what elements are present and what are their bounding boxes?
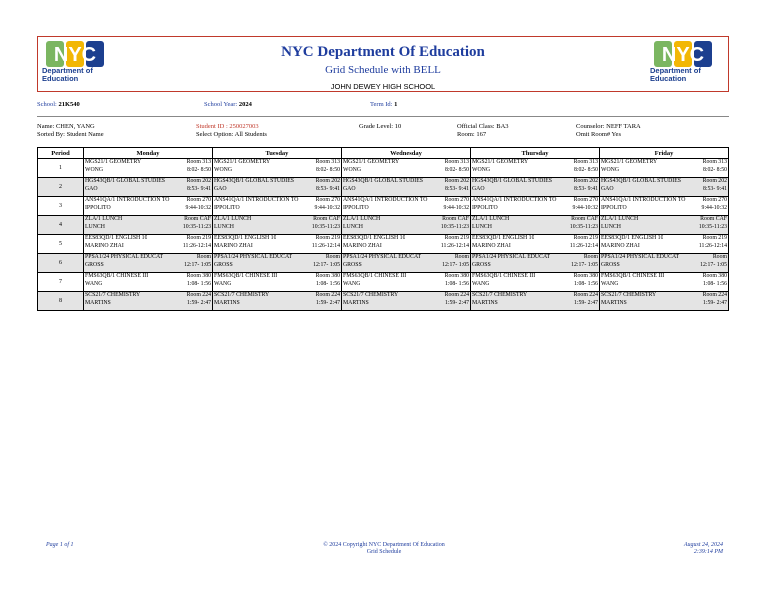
room: Room CAF	[313, 216, 340, 222]
class-cell	[600, 216, 729, 235]
class-cell	[600, 254, 729, 273]
report-datetime: August 24, 2024 2:39:14 PM	[683, 542, 723, 555]
teacher: MARTINS	[601, 299, 627, 306]
class-cell	[342, 178, 471, 197]
schedule-row	[38, 197, 729, 216]
page-number: Page 1 of 1	[46, 542, 74, 548]
course-name: ANS41QA/1 INTRODUCTION TO	[601, 197, 686, 203]
teacher: MARINO ZHAI	[85, 242, 124, 249]
room: Room 219	[315, 235, 340, 241]
bell-time: 8:53- 9:41	[703, 185, 727, 192]
bell-time: 11:26-12:14	[698, 242, 727, 249]
bell-time: 1:08- 1:56	[574, 280, 598, 287]
class-cell	[471, 159, 600, 178]
course-name: EES83QD/1 ENGLISH 10	[472, 235, 535, 241]
period-number: 1	[38, 159, 84, 178]
teacher: LUNCH	[472, 223, 492, 230]
class-cell	[600, 292, 729, 311]
grade-level: Grade Level: 10	[359, 123, 402, 130]
teacher: WONG	[343, 166, 362, 173]
schedule-row	[38, 254, 729, 273]
bell-time: 11:26-12:14	[311, 242, 340, 249]
course-name: MGS21/1 GEOMETRY	[85, 159, 142, 165]
class-cell	[84, 216, 213, 235]
period-number: 6	[38, 254, 84, 273]
divider	[37, 116, 729, 117]
room: Room 313	[186, 159, 211, 165]
room: Room	[583, 254, 598, 260]
room: Room CAF	[184, 216, 211, 222]
bell-time: 8:02- 8:50	[574, 166, 598, 173]
room: Room 219	[573, 235, 598, 241]
class-cell	[342, 159, 471, 178]
teacher: IPPOLITO	[601, 204, 627, 211]
class-cell	[213, 197, 342, 216]
teacher: IPPOLITO	[214, 204, 240, 211]
teacher: GAO	[601, 185, 614, 192]
teacher: LUNCH	[343, 223, 363, 230]
bell-time: 8:53- 9:41	[574, 185, 598, 192]
room: Room 380	[444, 273, 469, 279]
class-cell	[213, 292, 342, 311]
course-name: HGS43QB/1 GLOBAL STUDIES	[214, 178, 294, 184]
class-cell	[471, 197, 600, 216]
room: Room 219	[702, 235, 727, 241]
class-cell	[600, 235, 729, 254]
course-name: SCS21/7 CHEMISTRY	[214, 292, 270, 298]
bell-time: 11:26-12:14	[182, 242, 211, 249]
class-cell	[471, 235, 600, 254]
teacher: GAO	[343, 185, 356, 192]
room: Room 270	[573, 197, 598, 203]
room: Room 380	[186, 273, 211, 279]
course-name: PPSA1/24 PHYSICAL EDUCAT	[85, 254, 164, 260]
course-name: SCS21/7 CHEMISTRY	[472, 292, 528, 298]
schedule-row	[38, 159, 729, 178]
course-name: FMS63QB/1 CHINESE III	[85, 273, 149, 279]
course-name: SCS21/7 CHEMISTRY	[343, 292, 399, 298]
teacher: MARINO ZHAI	[601, 242, 640, 249]
class-cell	[342, 254, 471, 273]
course-name: SCS21/7 CHEMISTRY	[85, 292, 141, 298]
official-class-block: Official Class: BA3 Room: 167	[457, 123, 509, 138]
bell-time: 12:17- 1:05	[313, 261, 340, 268]
class-cell	[84, 235, 213, 254]
bell-time: 10:35-11:23	[182, 223, 211, 230]
bell-time: 10:35-11:23	[569, 223, 598, 230]
teacher: LUNCH	[85, 223, 105, 230]
teacher: GROSS	[85, 261, 104, 268]
bell-time: 1:08- 1:56	[187, 280, 211, 287]
class-cell	[84, 254, 213, 273]
schedule-row	[38, 292, 729, 311]
class-cell	[471, 216, 600, 235]
schedule-row	[38, 235, 729, 254]
room: Room 202	[315, 178, 340, 184]
period-number: 5	[38, 235, 84, 254]
room: Room	[454, 254, 469, 260]
class-cell	[84, 292, 213, 311]
class-cell	[213, 159, 342, 178]
column-header: Period	[38, 148, 84, 159]
period-number: 3	[38, 197, 84, 216]
course-name: ANS41QA/1 INTRODUCTION TO	[85, 197, 170, 203]
grid-body	[38, 159, 729, 311]
bell-time: 1:59- 2:47	[445, 299, 469, 306]
course-name: EES83QD/1 ENGLISH 10	[343, 235, 406, 241]
course-name: SCS21/7 CHEMISTRY	[601, 292, 657, 298]
bell-time: 10:35-11:23	[440, 223, 469, 230]
course-name: EES83QD/1 ENGLISH 10	[214, 235, 277, 241]
room: Room 270	[702, 197, 727, 203]
bell-time: 8:02- 8:50	[316, 166, 340, 173]
bell-time: 8:53- 9:41	[187, 185, 211, 192]
report-header	[37, 36, 729, 92]
bell-time: 1:08- 1:56	[445, 280, 469, 287]
class-cell	[213, 216, 342, 235]
course-name: FMS63QB/1 CHINESE III	[472, 273, 536, 279]
bell-time: 8:02- 8:50	[703, 166, 727, 173]
bell-time: 12:17- 1:05	[700, 261, 727, 268]
nyc-logo-mark	[654, 41, 712, 67]
bell-time: 1:59- 2:47	[187, 299, 211, 306]
room: Room 313	[702, 159, 727, 165]
class-cell	[213, 254, 342, 273]
course-name: HGS43QB/1 GLOBAL STUDIES	[85, 178, 165, 184]
period-number: 8	[38, 292, 84, 311]
teacher: WANG	[343, 280, 361, 287]
column-header: Friday	[600, 148, 729, 159]
room: Room 219	[444, 235, 469, 241]
course-name: HGS43QB/1 GLOBAL STUDIES	[472, 178, 552, 184]
room: Room CAF	[442, 216, 469, 222]
class-cell	[84, 273, 213, 292]
teacher: LUNCH	[214, 223, 234, 230]
room: Room 270	[315, 197, 340, 203]
teacher: WONG	[601, 166, 620, 173]
course-name: MGS21/1 GEOMETRY	[343, 159, 400, 165]
class-cell	[342, 292, 471, 311]
bell-time: 1:59- 2:47	[316, 299, 340, 306]
class-cell	[342, 197, 471, 216]
term-meta: Term Id: 1	[370, 101, 398, 108]
bell-time: 1:08- 1:56	[703, 280, 727, 287]
room: Room 202	[444, 178, 469, 184]
teacher: GROSS	[601, 261, 620, 268]
teacher: WANG	[601, 280, 619, 287]
room: Room 224	[573, 292, 598, 298]
room: Room 270	[444, 197, 469, 203]
course-name: ZLA/1 LUNCH	[601, 216, 639, 222]
teacher: MARINO ZHAI	[214, 242, 253, 249]
student-id-block: Student ID : 250027003 Select Option: All Students	[196, 123, 267, 138]
bell-time: 11:26-12:14	[440, 242, 469, 249]
course-name: ANS41QA/1 INTRODUCTION TO	[343, 197, 428, 203]
svg-text:NYC: NYC	[661, 44, 705, 66]
column-header: Thursday	[471, 148, 600, 159]
bell-time: 10:35-11:23	[311, 223, 340, 230]
period-number: 4	[38, 216, 84, 235]
course-name: ANS41QA/1 INTRODUCTION TO	[472, 197, 557, 203]
copyright: © 2024 Copyright NYC Department Of Education Grid Schedule	[323, 542, 445, 555]
column-header: Wednesday	[342, 148, 471, 159]
bell-time: 12:17- 1:05	[442, 261, 469, 268]
teacher: WANG	[472, 280, 490, 287]
class-cell	[213, 235, 342, 254]
room: Room 202	[186, 178, 211, 184]
room: Room 313	[315, 159, 340, 165]
teacher: WANG	[85, 280, 103, 287]
course-name: ZLA/1 LUNCH	[85, 216, 123, 222]
svg-text:NYC: NYC	[53, 44, 97, 66]
class-cell	[471, 273, 600, 292]
teacher: MARINO ZHAI	[343, 242, 382, 249]
room: Room 380	[702, 273, 727, 279]
teacher: WONG	[472, 166, 491, 173]
room: Room	[196, 254, 211, 260]
room: Room CAF	[571, 216, 598, 222]
student-name-block: Name: CHEN, YANG Sorted By: Student Name	[37, 123, 104, 138]
course-name: FMS63QB/1 CHINESE III	[214, 273, 278, 279]
class-cell	[342, 235, 471, 254]
bell-time: 9:44-10:32	[572, 204, 598, 211]
room: Room 224	[315, 292, 340, 298]
report-title: NYC Department Of Education	[281, 44, 485, 60]
teacher: IPPOLITO	[472, 204, 498, 211]
period-number: 2	[38, 178, 84, 197]
bell-time: 1:08- 1:56	[316, 280, 340, 287]
class-cell	[213, 273, 342, 292]
class-cell	[600, 178, 729, 197]
course-name: PPSA1/24 PHYSICAL EDUCAT	[343, 254, 422, 260]
room: Room 313	[444, 159, 469, 165]
bell-time: 9:44-10:32	[701, 204, 727, 211]
course-name: MGS21/1 GEOMETRY	[214, 159, 271, 165]
bell-time: 9:44-10:32	[314, 204, 340, 211]
course-name: MGS21/1 GEOMETRY	[472, 159, 529, 165]
course-name: ANS41QA/1 INTRODUCTION TO	[214, 197, 299, 203]
teacher: WONG	[85, 166, 104, 173]
bell-time: 9:44-10:32	[443, 204, 469, 211]
course-name: PPSA1/24 PHYSICAL EDUCAT	[601, 254, 680, 260]
column-header: Tuesday	[213, 148, 342, 159]
course-name: EES83QD/1 ENGLISH 10	[601, 235, 664, 241]
bell-time: 8:53- 9:41	[316, 185, 340, 192]
column-header: Monday	[84, 148, 213, 159]
room: Room 380	[573, 273, 598, 279]
bell-time: 8:02- 8:50	[445, 166, 469, 173]
class-cell	[84, 159, 213, 178]
course-name: PPSA1/24 PHYSICAL EDUCAT	[472, 254, 551, 260]
bell-time: 10:35-11:23	[698, 223, 727, 230]
room: Room 219	[186, 235, 211, 241]
teacher: GROSS	[343, 261, 362, 268]
class-cell	[213, 178, 342, 197]
class-cell	[600, 159, 729, 178]
teacher: MARTINS	[214, 299, 240, 306]
bell-time: 9:44-10:32	[185, 204, 211, 211]
room: Room 202	[573, 178, 598, 184]
room: Room	[712, 254, 727, 260]
teacher: MARTINS	[343, 299, 369, 306]
teacher: MARINO ZHAI	[472, 242, 511, 249]
teacher: MARTINS	[472, 299, 498, 306]
class-cell	[471, 254, 600, 273]
bell-time: 8:02- 8:50	[187, 166, 211, 173]
teacher: GAO	[472, 185, 485, 192]
class-cell	[471, 292, 600, 311]
room: Room 380	[315, 273, 340, 279]
logo-text: Department of Education	[650, 66, 701, 83]
school-meta: School: 21K540	[37, 101, 80, 108]
bell-time: 12:17- 1:05	[184, 261, 211, 268]
report-subtitle: Grid Schedule with BELL	[325, 64, 441, 76]
class-cell	[342, 216, 471, 235]
class-cell	[600, 197, 729, 216]
counselor-block: Counselor: NEFF TARA Omit Room# Yes	[576, 123, 641, 138]
year-meta: School Year: 2024	[204, 101, 252, 108]
teacher: IPPOLITO	[85, 204, 111, 211]
bell-time: 12:17- 1:05	[571, 261, 598, 268]
room: Room 224	[702, 292, 727, 298]
period-number: 7	[38, 273, 84, 292]
class-cell	[84, 178, 213, 197]
room: Room CAF	[700, 216, 727, 222]
course-name: MGS21/1 GEOMETRY	[601, 159, 658, 165]
logo-text: Department of Education	[42, 66, 93, 83]
course-name: ZLA/1 LUNCH	[214, 216, 252, 222]
schedule-row	[38, 273, 729, 292]
nyc-doe-logo-right	[650, 41, 720, 89]
course-name: HGS43QB/1 GLOBAL STUDIES	[601, 178, 681, 184]
room: Room	[325, 254, 340, 260]
teacher: GAO	[85, 185, 98, 192]
teacher: LUNCH	[601, 223, 621, 230]
room: Room 224	[186, 292, 211, 298]
teacher: GROSS	[472, 261, 491, 268]
class-cell	[84, 197, 213, 216]
course-name: ZLA/1 LUNCH	[343, 216, 381, 222]
room: Room 270	[186, 197, 211, 203]
bell-time: 8:53- 9:41	[445, 185, 469, 192]
course-name: FMS63QB/1 CHINESE III	[601, 273, 665, 279]
teacher: GAO	[214, 185, 227, 192]
class-cell	[600, 273, 729, 292]
course-name: EES83QD/1 ENGLISH 10	[85, 235, 148, 241]
course-name: FMS63QB/1 CHINESE III	[343, 273, 407, 279]
school-name: JOHN DEWEY HIGH SCHOOL	[330, 82, 436, 91]
schedule-row	[38, 178, 729, 197]
room: Room 313	[573, 159, 598, 165]
room: Room 224	[444, 292, 469, 298]
teacher: MARTINS	[85, 299, 111, 306]
course-name: HGS43QB/1 GLOBAL STUDIES	[343, 178, 423, 184]
course-name: PPSA1/24 PHYSICAL EDUCAT	[214, 254, 293, 260]
room: Room 202	[702, 178, 727, 184]
bell-time: 1:59- 2:47	[703, 299, 727, 306]
teacher: GROSS	[214, 261, 233, 268]
class-cell	[471, 178, 600, 197]
teacher: IPPOLITO	[343, 204, 369, 211]
bell-time: 11:26-12:14	[569, 242, 598, 249]
schedule-grid	[37, 147, 729, 311]
schedule-row	[38, 216, 729, 235]
class-cell	[342, 273, 471, 292]
teacher: WANG	[214, 280, 232, 287]
teacher: WONG	[214, 166, 233, 173]
grid-header-row	[38, 148, 729, 159]
bell-time: 1:59- 2:47	[574, 299, 598, 306]
course-name: ZLA/1 LUNCH	[472, 216, 510, 222]
